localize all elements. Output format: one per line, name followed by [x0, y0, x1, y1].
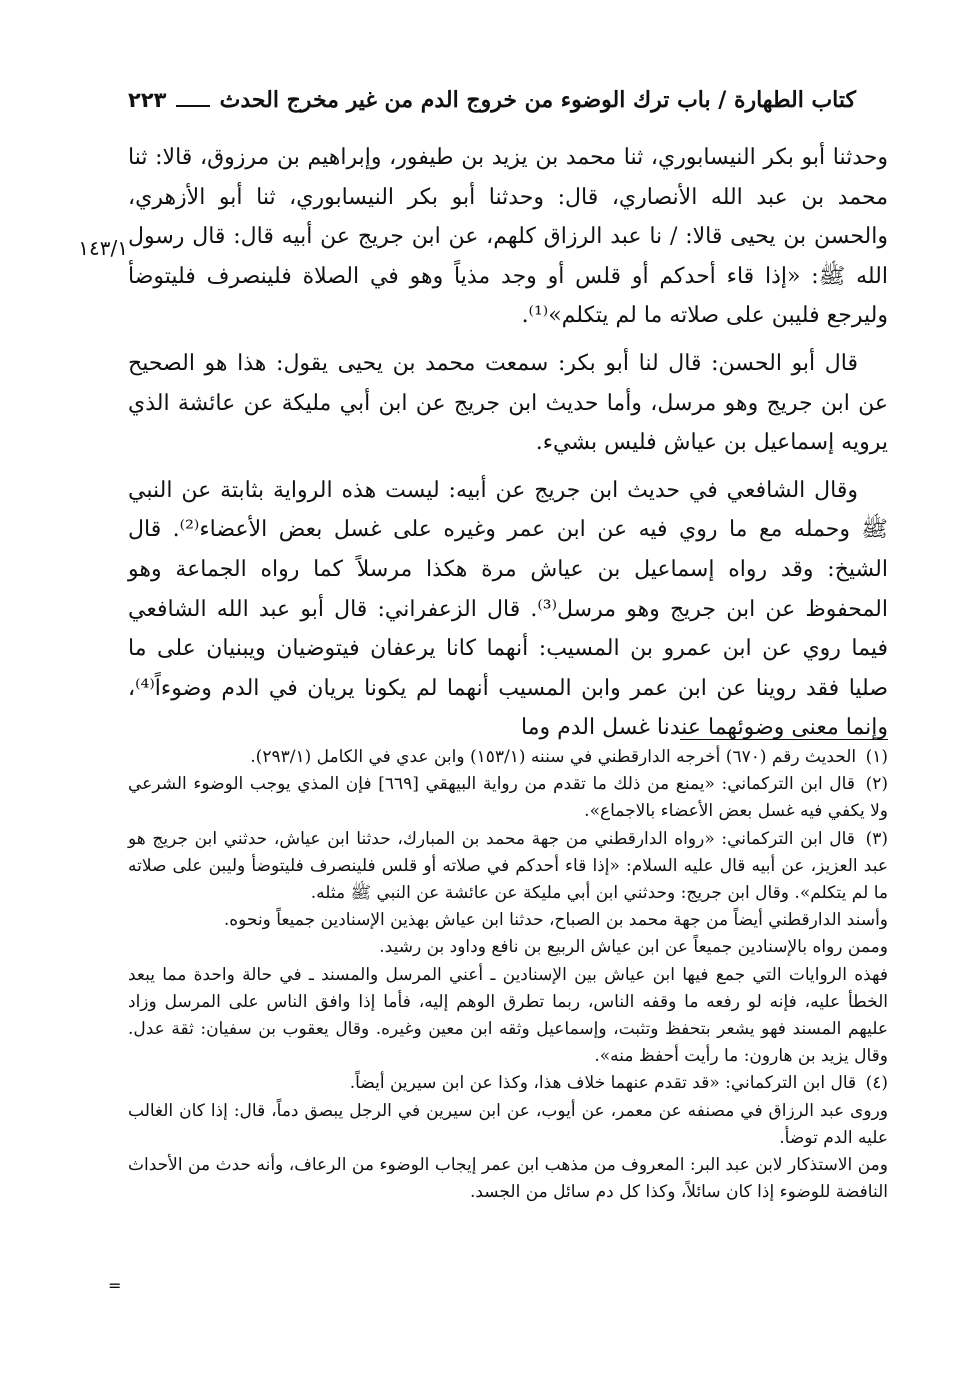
- footnote-separator: [680, 739, 888, 740]
- footnote-text: الحديث رقم (٦٧٠) أخرجه الدارقطني في سننه (١٥٣/١) وابن عدي في الكامل (٢٩٣/١).: [250, 747, 857, 767]
- footnote-number: (٤): [865, 1073, 888, 1094]
- header-title: كتاب الطهارة / باب ترك الوضوء من خروج الدم من غير مخرج الحدث: [219, 87, 856, 113]
- footnote-4-continued: وروى عبد الرزاق في مصنفه عن معمر، عن أيوب، عن ابن سيرين في الرجل يبصق دماً، قال: إذا كان الغالب عليه الدم توضأ.: [128, 1100, 888, 1148]
- paragraph-shafii: وقال الشافعي في حديث ابن جريج عن أبيه: ليست هذه الرواية بثابتة عن النبي ﷺ وحمله مع ما روي فيه عن ابن عمر وغيره على غسل بعض الأعضاء⁽²⁾. قال الشيخ: وقد رواه إسماعيل بن عياش مرة هكذا مرسلاً كما رواه الجماعة وهو المحفوظ عن ابن جريج وهو مرسل⁽³⁾. قال الزعفراني: قال أبو عبد الله الشافعي فيما روي عن ابن عمرو بن المسيب: أنهما كانا يرعفان فيتوضيان ويبنيان على ما صليا فقد روينا عن ابن عمر وابن المسيب أنهما لم يكونا يريان في الدم وضوءاً⁽⁴⁾، وإنما معنى وضوئهما عندنا غسل الدم وما: [128, 477, 888, 741]
- footnote-number: (٣): [865, 828, 888, 849]
- footnote-3: [128, 826, 888, 908]
- footnote-text: قال ابن التركماني: «قد تقدم عنهما خلاف هذا، وكذا عن ابن سيرين أيضاً.: [349, 1073, 857, 1094]
- footnote-4: [128, 1070, 888, 1097]
- footnote-text: قال ابن التركماني: «رواه الدارقطني من جهة محمد بن المبارك، حدثنا ابن عياش، حدثني ابن جريج هو عبد العزيز، عن أبيه قال عليه السلام: «إذا قاء أحدكم في صلاته أو قلس فلينصرف فليتوضأ وليبن على صلاته ما لم يتكلم». وقال ابن جريج: وحدثني ابن أبي مليكة عن عائشة عن النبي ﷺ مثله.: [128, 828, 888, 904]
- continuation-mark: =: [108, 1276, 122, 1295]
- footnote-2: [128, 771, 888, 825]
- footnote-4-continued: ومن الاستذكار لابن عبد البر: المعروف من مذهب ابن عمر إيجاب الوضوء من الرعاف، وأنه حدث من الأحداث النافضة للوضوء إذا كان سائلاً، وكذا كل دم سائل من الجسد.: [128, 1155, 888, 1203]
- footnote-3-continued: وممن رواه بالإسنادين جميعاً عن ابن عياش الربيع بن نافع وداود بن رشيد.: [379, 937, 888, 958]
- footnote-number: (٢): [865, 774, 888, 795]
- paragraph-abu-al-hasan: قال أبو الحسن: قال لنا أبو بكر: سمعت محمد بن يحيى يقول: هذا هو الصحيح عن ابن جريج وهو مرسل، وأما حديث ابن جريج عن ابن أبي مليكة عن عائشة الذي يرويه إسماعيل بن عياش فليس بشيء.: [128, 350, 888, 456]
- footnote-text: قال ابن التركماني: «يمنع من ذلك ما تقدم من رواية البيهقي [٦٦٩] فإن المذي يوجب الوضوء الشرعي ولا يكفي فيه غسل بعض الأعضاء بالاجماع».: [128, 774, 888, 822]
- footnote-3-continued: وأسند الدارقطني أيضاً من جهة محمد بن الصباح، حدثنا ابن عياش بهذين الإسنادين جميعاً ونحوه.: [223, 910, 888, 931]
- main-text: [128, 138, 888, 756]
- page-number: ٢٢٣: [128, 88, 167, 112]
- footnote-1: [128, 744, 888, 771]
- footnote-number: (١): [865, 747, 888, 767]
- margin-reference: ١٤٣/١: [78, 236, 128, 260]
- footnotes: [128, 744, 888, 1206]
- paragraph-hadith: وحدثنا أبو بكر النيسابوري، ثنا محمد بن يزيد بن طيفور، وإبراهيم بن مرزوق، قالا: ثنا محمد بن عبد الله الأنصاري، قال: وحدثنا أبو بكر النيسابوري، ثنا أبو الأزهري، والحسن بن يحيى قالا: / نا عبد الرزاق كلهم، عن ابن جريج عن أبيه قال: قال رسول الله ﷺ: «إذا قاء أحدكم أو قلس أو وجد مذياً وهو في الصلاة فلينصرف فليتوضأ وليرجع فليبن على صلاته ما لم يتكلم»⁽¹⁾.: [128, 145, 888, 329]
- running-header: [128, 82, 856, 118]
- header-rule: [176, 105, 209, 107]
- footnote-3-continued: فهذه الروايات التي جمع فيها ابن عياش بين الإسنادين ـ أعني المرسل والمسند ـ في حالة واحدة مما يبعد الخطأ عليه، فإنه لو رفعه ما وقفه الناس، ربما تطرق الوهم إليه، فأما إذا وافق الناس على المرسل وزاد عليهم المسند فهو يشعر بتحفظ وتثبت، وإسماعيل وثقه ابن معين وغيره. وقال يعقوب بن سفيان: ثقة عدل. وقال يزيد بن هارون: ما رأيت أحفظ منه».: [128, 964, 888, 1067]
